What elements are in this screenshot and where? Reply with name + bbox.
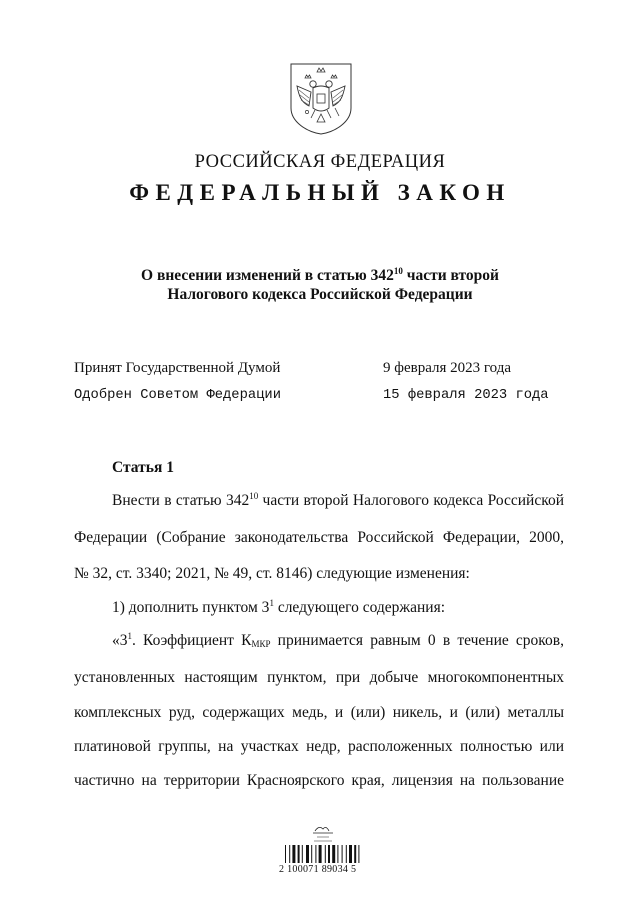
quoted-text-line: комплексных руд, содержащих медь, и (или) никель, и (или) металлы	[74, 704, 564, 721]
article-item-line: 1) дополнить пунктом $3^1$ следующего содержания:	[112, 598, 446, 616]
law-subject-line-2: Налогового кодекса Российской Федерации	[167, 286, 473, 303]
quoted-text-line: установленных настоящим пунктом, при добыче многокомпонентных	[74, 669, 564, 686]
document-type-title: ФЕДЕРАЛЬНЫЙ ЗАКОН	[129, 180, 511, 205]
article-paragraph-line: Внести в статью $342^{10}$ части второй Налогового кодекса Российской	[112, 491, 564, 509]
duma-adoption-label: Принят Государственной Думой	[74, 360, 281, 376]
article-paragraph-line: № 32, ст. 3340; 2021, № 49, ст. 8146) следующие изменения:	[74, 565, 470, 582]
coat-of-arms-emblem	[289, 62, 353, 136]
document-barcode	[283, 823, 363, 870]
country-name: РОССИЙСКАЯ ФЕДЕРАЦИЯ	[194, 152, 446, 172]
council-approval-label: Одобрен Советом Федерации	[74, 388, 281, 403]
law-subject-title	[0, 266, 640, 304]
article-heading: Статья 1	[112, 459, 174, 476]
law-subject-line-1: О внесении изменений в статью $342^{10}$ части второй	[141, 266, 499, 284]
quoted-text-line: платиновой группы, на участках недр, расположенных полностью или	[74, 738, 564, 755]
article-paragraph-line: Федерации (Собрание законодательства Российской Федерации, 2000,	[74, 529, 564, 546]
quoted-text-line: «$3^1$. Коэффициент $К_{МКР}$ принимается равным 0 в течение сроков,	[112, 631, 564, 649]
quoted-text-line: частично на территории Красноярского края, лицензия на пользование	[74, 772, 564, 789]
duma-adoption-date: 9 февраля 2023 года	[383, 360, 512, 376]
barcode-number: 2 100071 89034 5	[279, 864, 357, 875]
council-approval-date: 15 февраля 2023 года	[383, 388, 549, 403]
